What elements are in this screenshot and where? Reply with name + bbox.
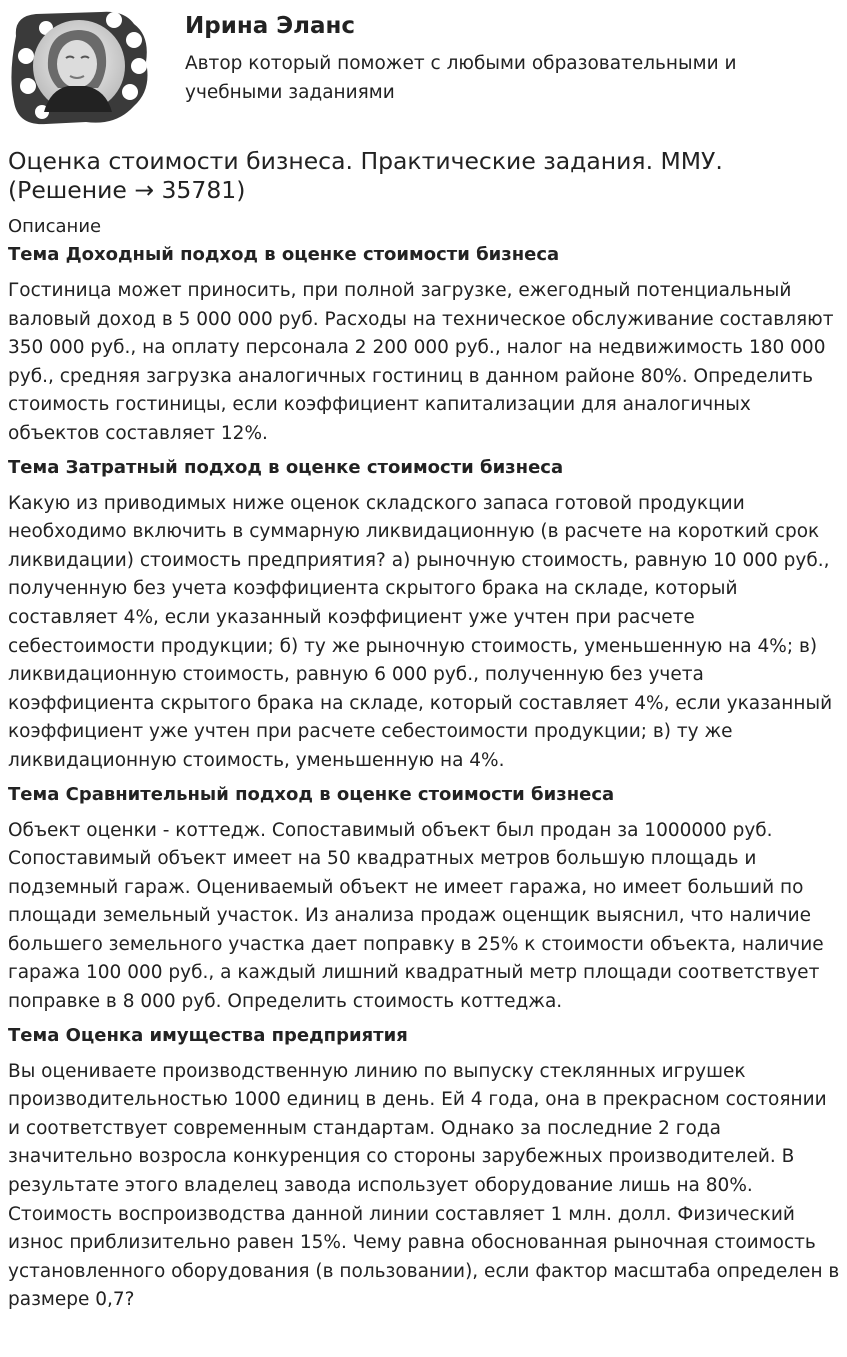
page-title-line1: Оценка стоимости бизнеса. Практические задания. ММУ. (8, 147, 723, 175)
section-cost-approach (8, 455, 841, 776)
page-title-line2: (Решение → 35781) (8, 176, 246, 204)
description-label: Описание (8, 216, 102, 237)
section-text: Объект оценки - коттедж. Сопоставимый объект был продан за 1000000 руб. Сопоставимый объект имеет на 50 квадратных метров большую площадь и подземный гараж. Оцениваемый объект не имеет гаража, но имеет больший по площади земельный участок. Из анализа продаж оценщик выяснил, что наличие большего земельного участка дает поправку в 25% к стоимости объекта, наличие гаража 100 000 руб., а каждый лишний квадратный метр площади соответствует поправке в 8 000 руб. Определить стоимость коттеджа. (8, 819, 824, 1013)
page-title (8, 147, 841, 205)
section-income-approach (8, 242, 841, 449)
section-text: Гостиница может приносить, при полной загрузке, ежегодный потенциальный валовый доход в 5 000 000 руб. Расходы на техническое обслуживание составляют 350 000 руб., на оплату персонала 2 200 000 руб., налог на недвижимость 180 000 руб., средняя загрузка аналогичных гостиниц в данном районе 80%. Определить стоимость гостиницы, если коэффициент капитализации для аналогичных объектов составляет 12%. (8, 280, 834, 444)
section-topic: Тема Затратный подход в оценке стоимости бизнеса (8, 456, 564, 478)
author-block (0, 0, 847, 130)
section-topic: Тема Сравнительный подход в оценке стоимости бизнеса (8, 783, 615, 805)
author-name: Ирина Эланс (185, 13, 356, 39)
section-comparative-approach (8, 782, 841, 1017)
section-topic: Тема Оценка имущества предприятия (8, 1024, 408, 1046)
main-content (8, 147, 841, 1321)
section-text: Какую из приводимых ниже оценок складского запаса готовой продукции необходимо включить в суммарную ликвидационную (в расчете на короткий срок ликвидации) стоимость предприятия? а) рыночную стоимость, равную 10 000 руб., полученную без учета коэффициента скрытого брака на складе, который составляет 4%, если указанный коэффициент уже учтен при расчете себестоимости продукции; б) ту же рыночную стоимость, уменьшенную на 4%; в) ликвидационную стоимость, равную 6 000 руб., полученную без учета коэффициента скрытого брака на складе, который составляет 4%, если указанный коэффициент уже учтен при расчете себестоимости продукции; в) ту же ликвидационную стоимость, уменьшенную на 4%. (8, 492, 833, 771)
section-text: Вы оцениваете производственную линию по выпуску стеклянных игрушек производительностью 1000 единиц в день. Ей 4 года, она в прекрасном состоянии и соответствует современным стандартам. Однако за последние 2 года значительно возросла конкуренция со стороны зарубежных производителей. В результате этого владелец завода использует оборудование лишь на 80%. Стоимость воспроизводства данной линии составляет 1 млн. долл. Физический износ приблизительно равен 15%. Чему равна обоснованная рыночная стоимость установленного оборудования (в пользовании), если фактор масштаба определен в размере 0,7? (8, 1060, 840, 1311)
author-avatar (6, 6, 152, 128)
section-topic: Тема Доходный подход в оценке стоимости бизнеса (8, 244, 560, 265)
section-property-valuation (8, 1023, 841, 1315)
author-description: Автор который поможет с любыми образовательными и учебными заданиями (185, 53, 737, 103)
